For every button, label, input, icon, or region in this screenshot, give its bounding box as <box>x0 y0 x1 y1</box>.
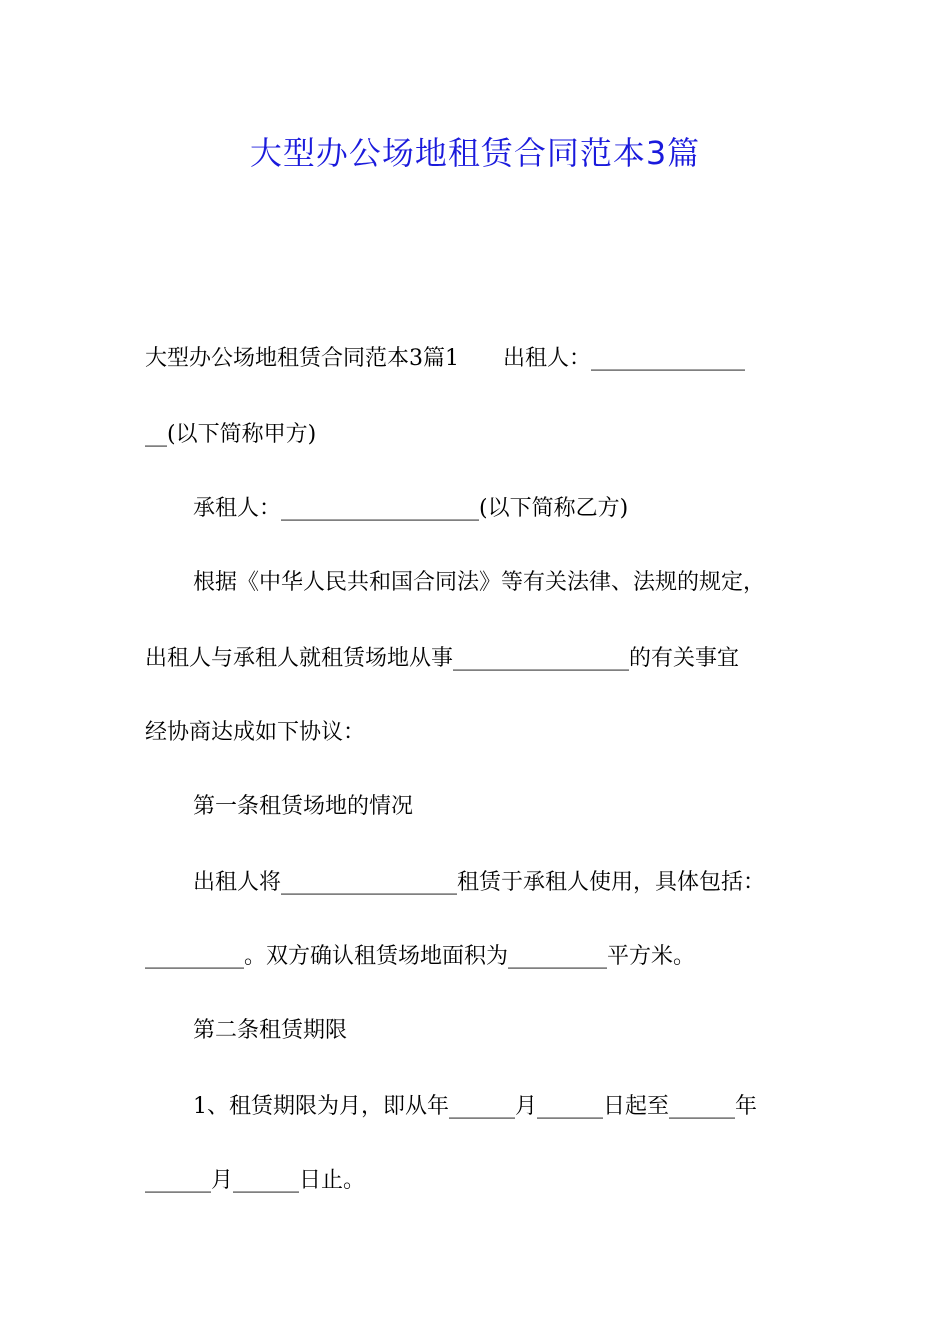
paragraph-lessee: 承租人：__________________(以下简称乙方) <box>193 496 629 521</box>
article-2-text-line-1: 1、租赁期限为月，即从年______月______日起至______年 <box>193 1094 757 1119</box>
article-2-text-line-2: ______月______日止。 <box>145 1168 366 1193</box>
paragraph-intro-line-1: 大型办公场地租赁合同范本3篇1 出租人：______________ <box>145 346 745 371</box>
article-2-heading: 第二条租赁期限 <box>193 1018 348 1043</box>
paragraph-basis-line-1: 根据《中华人民共和国合同法》等有关法律、法规的规定， <box>193 570 766 595</box>
paragraph-basis-line-3: 经协商达成如下协议： <box>145 720 366 745</box>
paragraph-intro-line-2: __(以下简称甲方) <box>145 422 317 447</box>
article-1-heading: 第一条租赁场地的情况 <box>193 794 414 819</box>
paragraph-basis-line-2: 出租人与承租人就租赁场地从事________________的有关事宜 <box>145 646 740 671</box>
article-1-text-line-2: _________。双方确认租赁场地面积为_________平方米。 <box>145 944 696 969</box>
document-title: 大型办公场地租赁合同范本3篇 <box>249 134 701 172</box>
article-1-text-line-1: 出租人将________________租赁于承租人使用，具体包括： <box>193 870 766 895</box>
